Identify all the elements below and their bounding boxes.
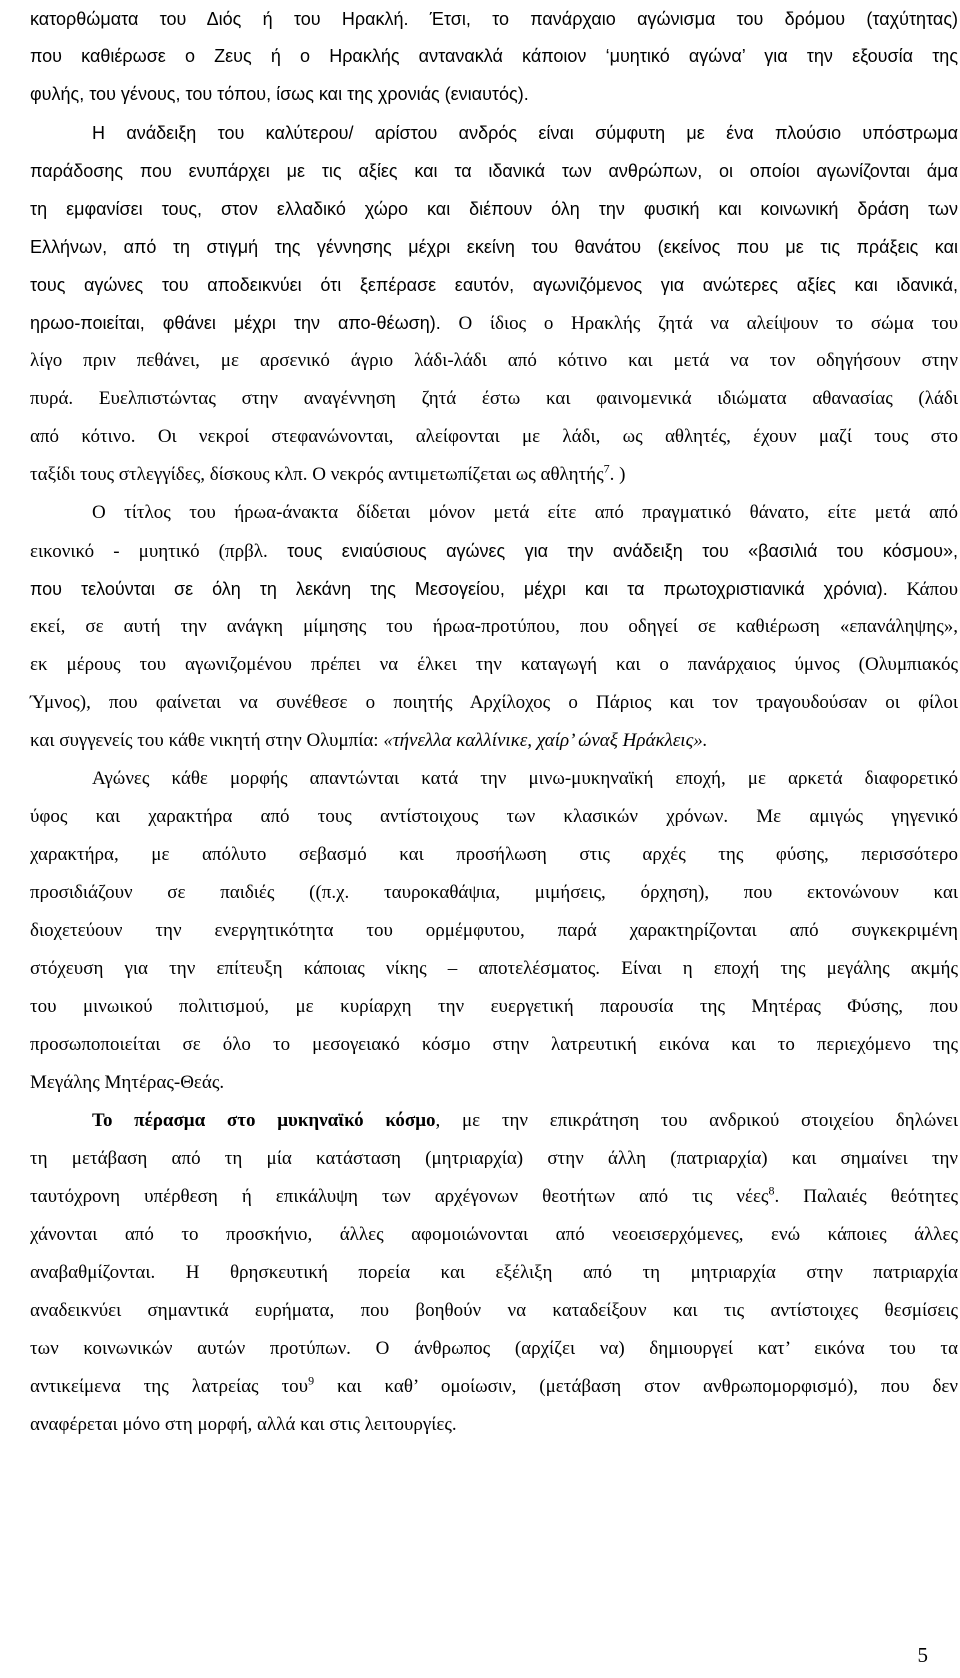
text-line: προσιδιάζουν σε παιδιές ((π.χ. ταυροκαθάψια, μιμήσεις, όρχηση), που εκτονώνουν και xyxy=(30,882,958,903)
text-line: από κότινο. Οι νεκροί στεφανώνονται, αλείφονται με λάδι, ως αθλητές, έχουν μαζί τους στο xyxy=(30,426,958,447)
text-line: των κοινωνικών αυτών προτύπων. Ο άνθρωπος (αρχίζει να) δημιουργεί κατ’ εικόνα του τα xyxy=(30,1338,958,1359)
footnote-ref: 8 xyxy=(768,1183,775,1198)
hymn-quote: «τήνελλα καλλίνικε, χαίρ’ ώναξ Ηράκλεις». xyxy=(383,730,708,751)
text-line: που τελούνται σε όλη τη λεκάνη της Μεσογείου, μέχρι και τα πρωτοχριστιανικά χρόνια). Κάπου xyxy=(30,579,958,600)
text-line: αναδεικνύει σημαντικά ευρήματα, που βοηθούν να καταδείξουν και τις αντίστοιχες θεσμίσεις xyxy=(30,1300,958,1321)
text-line: χαρακτήρα, με απόλυτο σεβασμό και προσήλωση στις αρχές της φύσης, περισσότερο xyxy=(30,844,958,865)
text-line: και συγγενείς του κάθε νικητή στην Ολυμπία: «τήνελλα καλλίνικε, χαίρ’ ώναξ Ηράκλεις». xyxy=(30,730,708,751)
text-line: στόχευση για την επίτευξη κάποιας νίκης – αποτελέσματος. Είναι η εποχή της μεγάλης ακμής xyxy=(30,958,958,979)
text-line: κατορθώματα του Διός ή του Ηρακλή. Έτσι, το πανάρχαιο αγώνισμα του δρόμου (ταχύτητας) xyxy=(30,9,958,29)
text-line: ταξίδι τους στλεγγίδες, δίσκους κλπ. Ο νεκρός αντιμετωπίζεται ως αθλητής$^7$. ) xyxy=(30,461,626,485)
text-line: αναβαθμίζονται. Η θρησκευτική πορεία και εξέλιξη από τη μητριαρχία στην πατριαρχία xyxy=(30,1262,958,1283)
text-line: Ο τίτλος του ήρωα-άνακτα δίδεται μόνον μετά είτε από πραγματικό θάνατο, είτε μετά από xyxy=(92,502,958,523)
text-line: εκ μέρους του αγωνιζομένου πρέπει να έλκει την καταγωγή και ο πανάρχαιος ύμνος (Ολυμπιακός xyxy=(30,654,958,675)
text-line: ηρωο-ποιείται, φθάνει μέχρι την απο-θέωση). Ο ίδιος ο Ηρακλής ζητά να αλείψουν το σώμα του xyxy=(30,313,958,334)
text-line: παράδοσης που ενυπάρχει με τις αξίες και τα ιδανικά των ανθρώπων, οι οποίοι αγωνίζονται άμα xyxy=(30,161,958,181)
text-line: εκεί, σε αυτή την ανάγκη μίμησης του ήρωα-προτύπου, που οδηγεί σε καθιέρωση «επανάληψης», xyxy=(30,616,958,637)
text-line: προσωποποιείται σε όλο το μεσογειακό κόσμο στην λατρευτική εικόνα και το περιεχόμενο της xyxy=(30,1034,958,1055)
text-line: που καθιέρωσε ο Ζευς ή ο Ηρακλής αντανακλά κάποιον ‘μυητικό αγώνα’ για την εξουσία της xyxy=(30,46,958,66)
text-line: Η ανάδειξη του καλύτερου/ αρίστου ανδρός είναι σύμφυτη με ένα πλούσιο υπόστρωμα xyxy=(92,123,958,143)
text-line: φυλής, του γένους, του τόπου, ίσως και της χρονιάς (ενιαυτός). xyxy=(30,84,529,104)
footnote-ref: 9 xyxy=(308,1373,315,1388)
text-line: χάνονται από το προσκήνιο, άλλες αφομοιώνονται από νεοεισερχόμενες, ενώ κάποιες άλλες xyxy=(30,1224,958,1245)
footnote-ref: 7 xyxy=(603,461,610,476)
text-line: ταυτόχρονη υπέρθεση ή επικάλυψη των αρχέγονων θεοτήτων από τις νέες$^8$. Παλαιές θεότητες xyxy=(30,1183,958,1207)
text-line: διοχετεύουν την ενεργητικότητα του ορμέμφυτου, παρά χαρακτηρίζονται από συγκεκριμένη xyxy=(30,920,958,941)
text-line: Αγώνες κάθε μορφής απαντώνται κατά την μινω-μυκηναϊκή εποχή, με αρκετά διαφορετικό xyxy=(92,768,958,789)
text-line: λίγο πριν πεθάνει, με αρσενικό άγριο λάδι-λάδι από κότινο και μετά να τον οδηγήσουν στην xyxy=(30,350,958,371)
text-line: τη εμφανίσει τους, στον ελλαδικό χώρο και διέπουν όλη την φυσική και κοινωνική δράση των xyxy=(30,199,958,219)
text-line: του μινωικού πολιτισμού, με κυρίαρχη την ευεργετική παρουσία της Μητέρας Φύσης, που xyxy=(30,996,958,1017)
text-line: Ύμνος), που φαίνεται να συνέθεσε ο ποιητής Αρχίλοχος ο Πάριος και τον τραγουδούσαν οι φίλοι xyxy=(30,692,958,713)
text-line: ύφος και χαρακτήρα από τους αντίστοιχους των κλασικών χρόνων. Με αμιγώς γηγενικό xyxy=(30,806,958,827)
text-line: αντικείμενα της λατρείας του$^9$ και καθ’ ομοίωσιν, (μετάβαση στον ανθρωπομορφισμό), που δεν xyxy=(30,1373,958,1397)
page-number: 5 xyxy=(917,1643,928,1667)
text-line: αναφέρεται μόνο στη μορφή, αλλά και στις λειτουργίες. xyxy=(30,1414,457,1435)
text-line: τους αγώνες του αποδεικνύει ότι ξεπέρασε εαυτόν, αγωνιζόμενος για ανώτερες αξίες και ιδανικά, xyxy=(30,275,958,295)
text-line: Μεγάλης Μητέρας-Θεάς. xyxy=(30,1072,225,1093)
text-line: Το πέρασμα στο μυκηναϊκό κόσμο, με την επικράτηση του ανδρικού στοιχείου δηλώνει xyxy=(92,1110,958,1131)
text-line: εικονικό - μυητικό (πρβλ. τους ενιαύσιους αγώνες για την ανάδειξη του «βασιλιά του κόσμου», xyxy=(30,541,958,562)
section-heading: Το πέρασμα στο μυκηναϊκό κόσμο xyxy=(92,1110,436,1131)
text-line: Ελλήνων, από τη στιγμή της γέννησης μέχρι εκείνη του θανάτου (εκείνος που με τις πράξεις και xyxy=(30,237,958,257)
text-line: τη μετάβαση από τη μία κατάσταση (μητριαρχία) στην άλλη (πατριαρχία) και σημαίνει την xyxy=(30,1148,958,1169)
text-line: πυρά. Ευελπιστώντας στην αναγέννηση ζητά έστω και φαινομενικά ιδιώματα αθανασίας (λάδι xyxy=(30,388,958,409)
